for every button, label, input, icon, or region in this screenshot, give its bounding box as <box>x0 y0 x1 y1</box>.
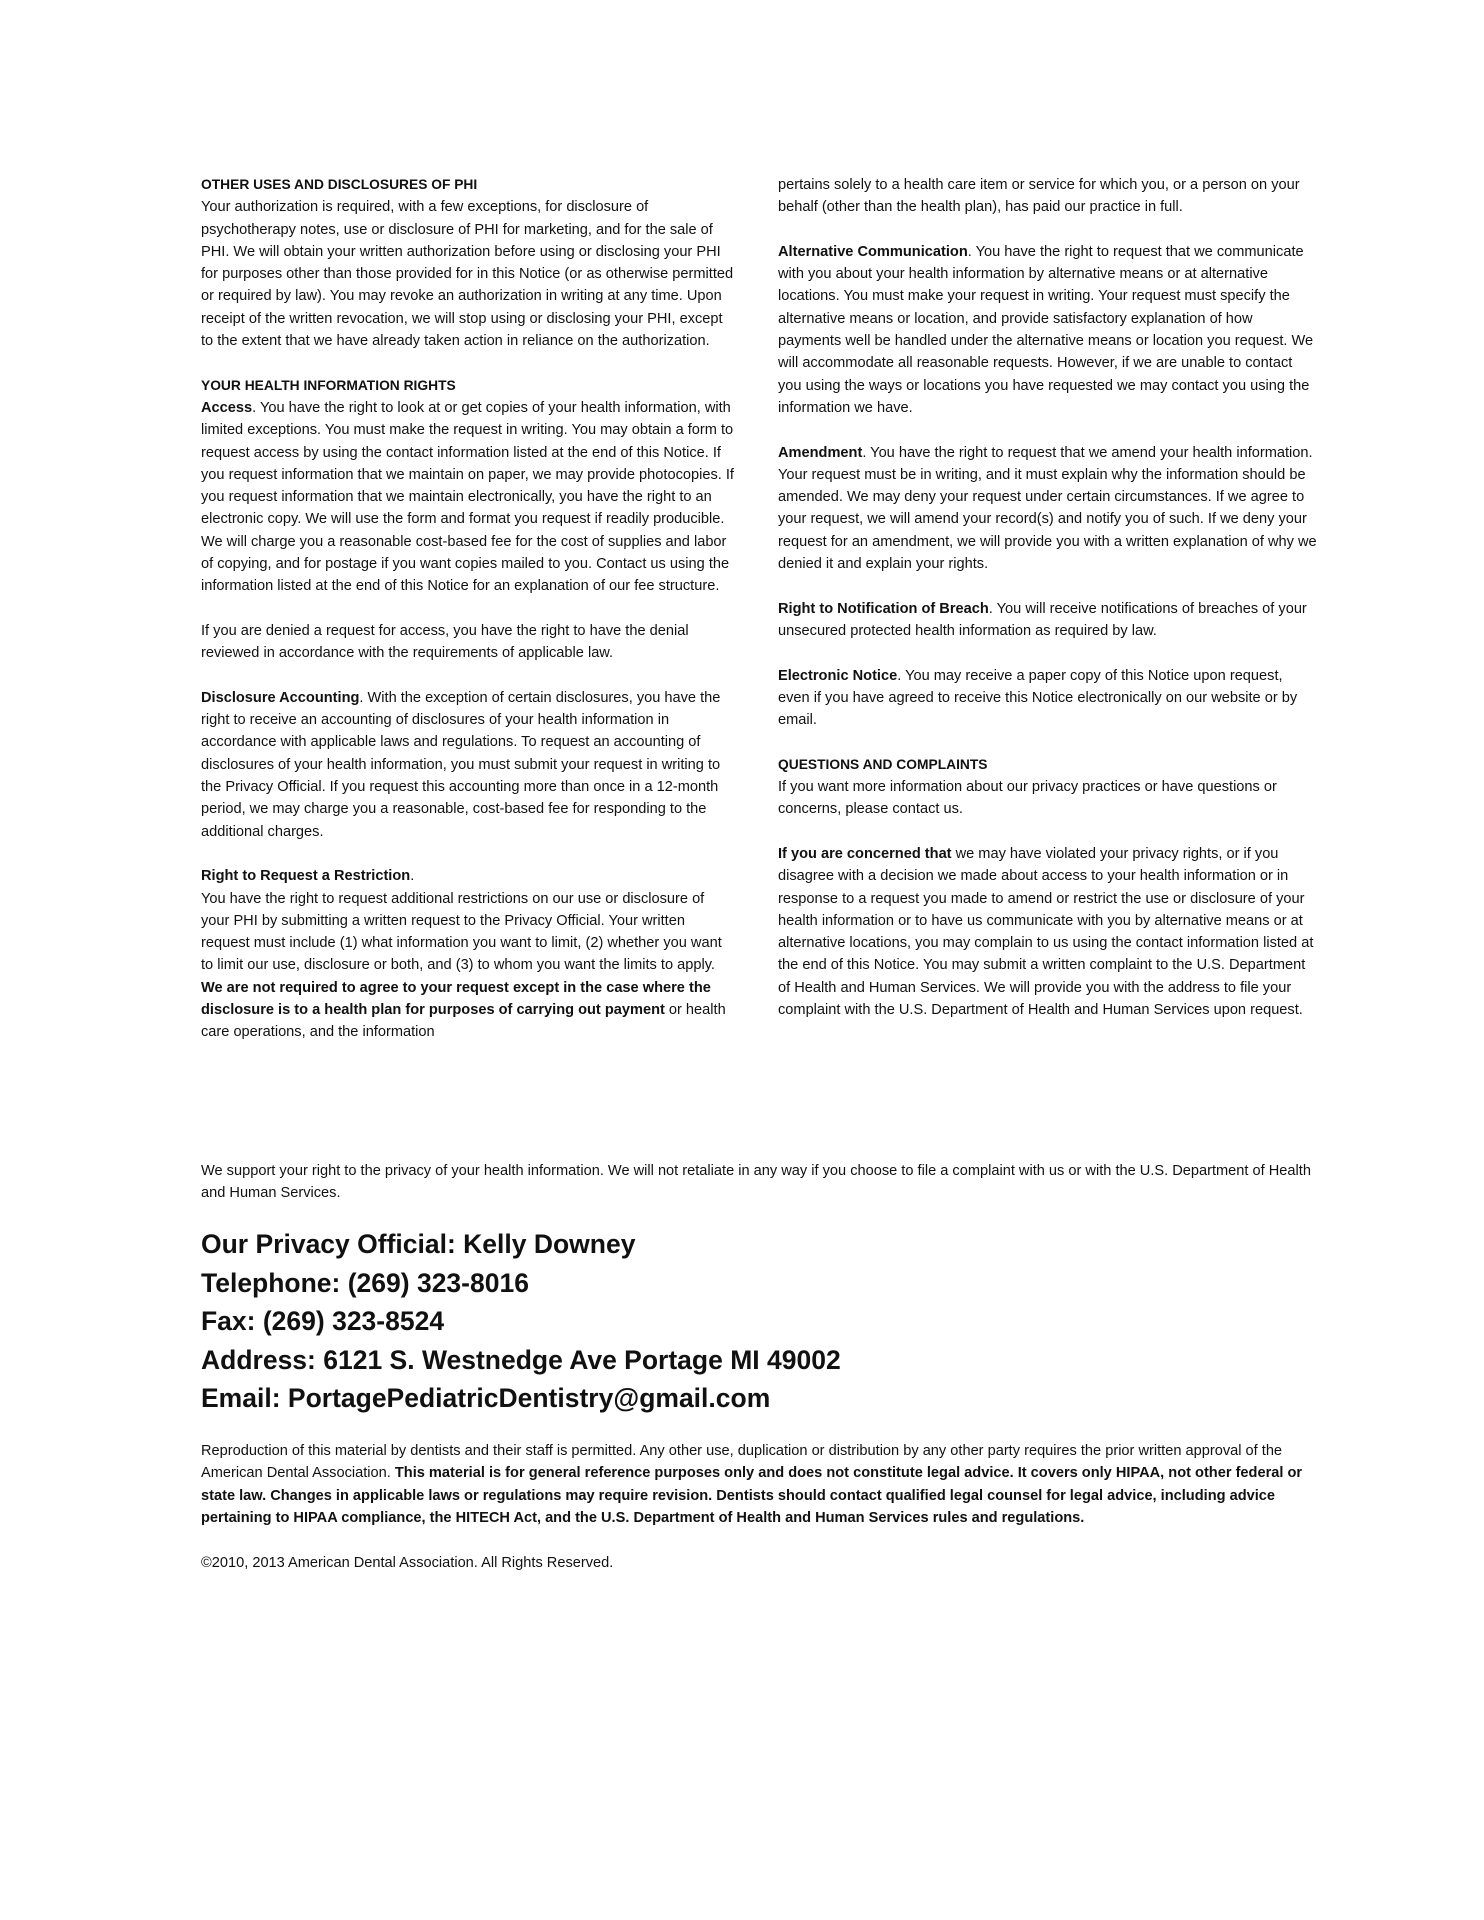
enotice-paragraph <box>778 665 1318 732</box>
email: Email: PortagePediatricDentistry@gmail.com <box>201 1383 771 1414</box>
reproduction-bold: This material is for general reference purposes only and does not constitute legal advice. It covers only HIPAA, not other federal or state law. Changes in applicable laws or regulations may require revision. Dentists should contact qualified legal counsel for legal advice, including advice pertaining to HIPAA compliance, the HITECH Act, and the U.S. Department of Health and Human Services rules and regulations. <box>201 1465 1303 1526</box>
other-uses-body: Your authorization is required, with a few exceptions, for disclosure of psychotherapy notes, use or disclosure of PHI for marketing, and for the sale of PHI. We will obtain your written authorization before using or disclosing your PHI for purposes other than those provided for in this Notice (or as otherwise permitted or required by law). You may revoke an authorization in writing at any time. Upon receipt of the written revocation, we will stop using or disclosing your PHI, except to the extent that we have already taken action in reliance on the authorization. <box>201 199 734 350</box>
breach-paragraph <box>778 598 1318 643</box>
fax: Fax: (269) 323-8524 <box>201 1306 445 1337</box>
access-label: Access <box>201 399 253 416</box>
restriction-body: You have the right to request additional restrictions on our use or disclosure of your PHI by submitting a written request to the Privacy Official. Your written request must include (1) what information you want to limit, (2) whether you want to limit our use, disclosure or both, and (3) to whom you want the limits to apply. <box>201 890 722 974</box>
restriction-tail: or health care operations, and the information <box>201 1001 726 1041</box>
accounting-paragraph <box>201 687 736 843</box>
concerned-paragraph <box>778 843 1318 1021</box>
other-uses-heading: OTHER USES AND DISCLOSURES OF PHI <box>201 177 478 192</box>
restriction-title <box>201 865 736 887</box>
enotice-label: Electronic Notice <box>778 667 898 684</box>
alt-comm-label: Alternative Communication <box>778 243 968 260</box>
privacy-official: Our Privacy Official: Kelly Downey <box>201 1229 636 1259</box>
restriction-paragraph <box>201 888 736 1044</box>
alt-comm-body: . You have the right to request that we communicate with you about your health information by alternative means or at alternative locations. You must make your request in writing. Your request must specify the alternative means or location, and provide satisfactory explanation of how payments well be handled under the alternative means or location you request. We will accommodate all reasonable requests. However, if we are unable to contact you using the ways or locations you have requested we may contact you using the information we have. <box>778 243 1314 416</box>
accounting-label: Disclosure Accounting <box>201 689 360 706</box>
contact-block <box>201 1225 1311 1418</box>
address: Address: 6121 S. Westnedge Ave Portage MI 49002 <box>201 1344 841 1375</box>
amendment-body: . You have the right to request that we amend your health information. Your request must be in writing, and it must explain why the information should be amended. We may deny your request under certain circumstances. If we agree to your request, we will amend your record(s) and notify you of such. If we deny your request for an amendment, we will provide you with a written explanation of why we denied it and explain your rights. <box>778 444 1317 573</box>
copyright: ©2010, 2013 American Dental Association. All Rights Reserved. <box>201 1555 614 1571</box>
enotice-body: . You may receive a paper copy of this Notice upon request, even if you have agreed to receive this Notice electronically on our website or by email. <box>778 667 1298 729</box>
restriction-period: . <box>410 868 415 885</box>
concerned-label: If you are concerned that <box>778 845 952 862</box>
accounting-body: . With the exception of certain disclosures, you have the right to receive an accounting of disclosures of your health information in accordance with applicable laws and regulations. To request an accounting of disclosures of your health information, you must submit your request in writing to the Privacy Official. If you request this accounting more than once in a 12-month period, we may charge you a reasonable, cost-based fee for responding to the additional charges. <box>201 689 721 840</box>
access-paragraph <box>201 397 736 598</box>
left-column <box>201 174 736 1066</box>
access-body: . You have the right to look at or get copies of your health information, with limited exceptions. You must make the request in writing. You may obtain a form to request access by using the contact information listed at the end of this Notice. If you request information that we maintain on paper, we may provide photocopies. If you request information that we maintain electronically, you have the right to an electronic copy. We will use the form and format you request if readily producible. We will charge you a reasonable cost-based fee for the cost of supplies and labor of copying, and for postage if you want copies mailed to you. Contact us using the information listed at the end of this Notice for an explanation of our fee structure. <box>201 399 734 595</box>
amendment-label: Amendment <box>778 444 863 461</box>
questions-body: If you want more information about our privacy practices or have questions or concerns, please contact us. <box>778 779 1277 818</box>
support-statement: We support your right to the privacy of your health information. We will not retaliate in any way if you choose to file a complaint with us or with the U.S. Department of Health and Human Services. <box>201 1163 1311 1202</box>
right-column <box>778 174 1318 1044</box>
rights-heading: YOUR HEALTH INFORMATION RIGHTS <box>201 377 456 393</box>
breach-body: . You will receive notifications of breaches of your unsecured protected health information as required by law. <box>778 600 1307 639</box>
amendment-paragraph <box>778 442 1318 576</box>
continuation-paragraph: pertains solely to a health care item or service for which you, or a person on your behalf (other than the health plan), has paid our practice in full. <box>778 177 1300 216</box>
questions-heading: QUESTIONS AND COMPLAINTS <box>778 756 988 772</box>
alt-comm-paragraph <box>778 241 1318 419</box>
reproduction-notice <box>201 1440 1311 1529</box>
restriction-label: Right to Request a Restriction <box>201 868 411 885</box>
breach-label: Right to Notification of Breach <box>778 600 989 617</box>
denied-paragraph: If you are denied a request for access, you have the right to have the denial reviewed in accordance with the requirements of applicable law. <box>201 622 689 662</box>
reproduction-plain: Reproduction of this material by dentists and their staff is permitted. Any other use, duplication or distribution by any other party requires the prior written approval of the American Dental Association. <box>201 1443 1283 1482</box>
concerned-body: we may have violated your privacy rights, or if you disagree with a decision we made about access to your health information or in response to a request you made to amend or restrict the use or disclosure of your health information or to have us communicate with you by alternative means or at alternative locations, you may complain to us using the contact information listed at the end of this Notice. You may submit a written complaint to the U.S. Department of Health and Human Services. We will provide you with the address to file your complaint with the U.S. Department of Health and Human Services upon request. <box>778 845 1314 1018</box>
telephone: Telephone: (269) 323-8016 <box>201 1267 529 1298</box>
restriction-bold: We are not required to agree to your request except in the case where the disclosure is to a health plan for purposes of carrying out payment <box>201 979 711 1018</box>
